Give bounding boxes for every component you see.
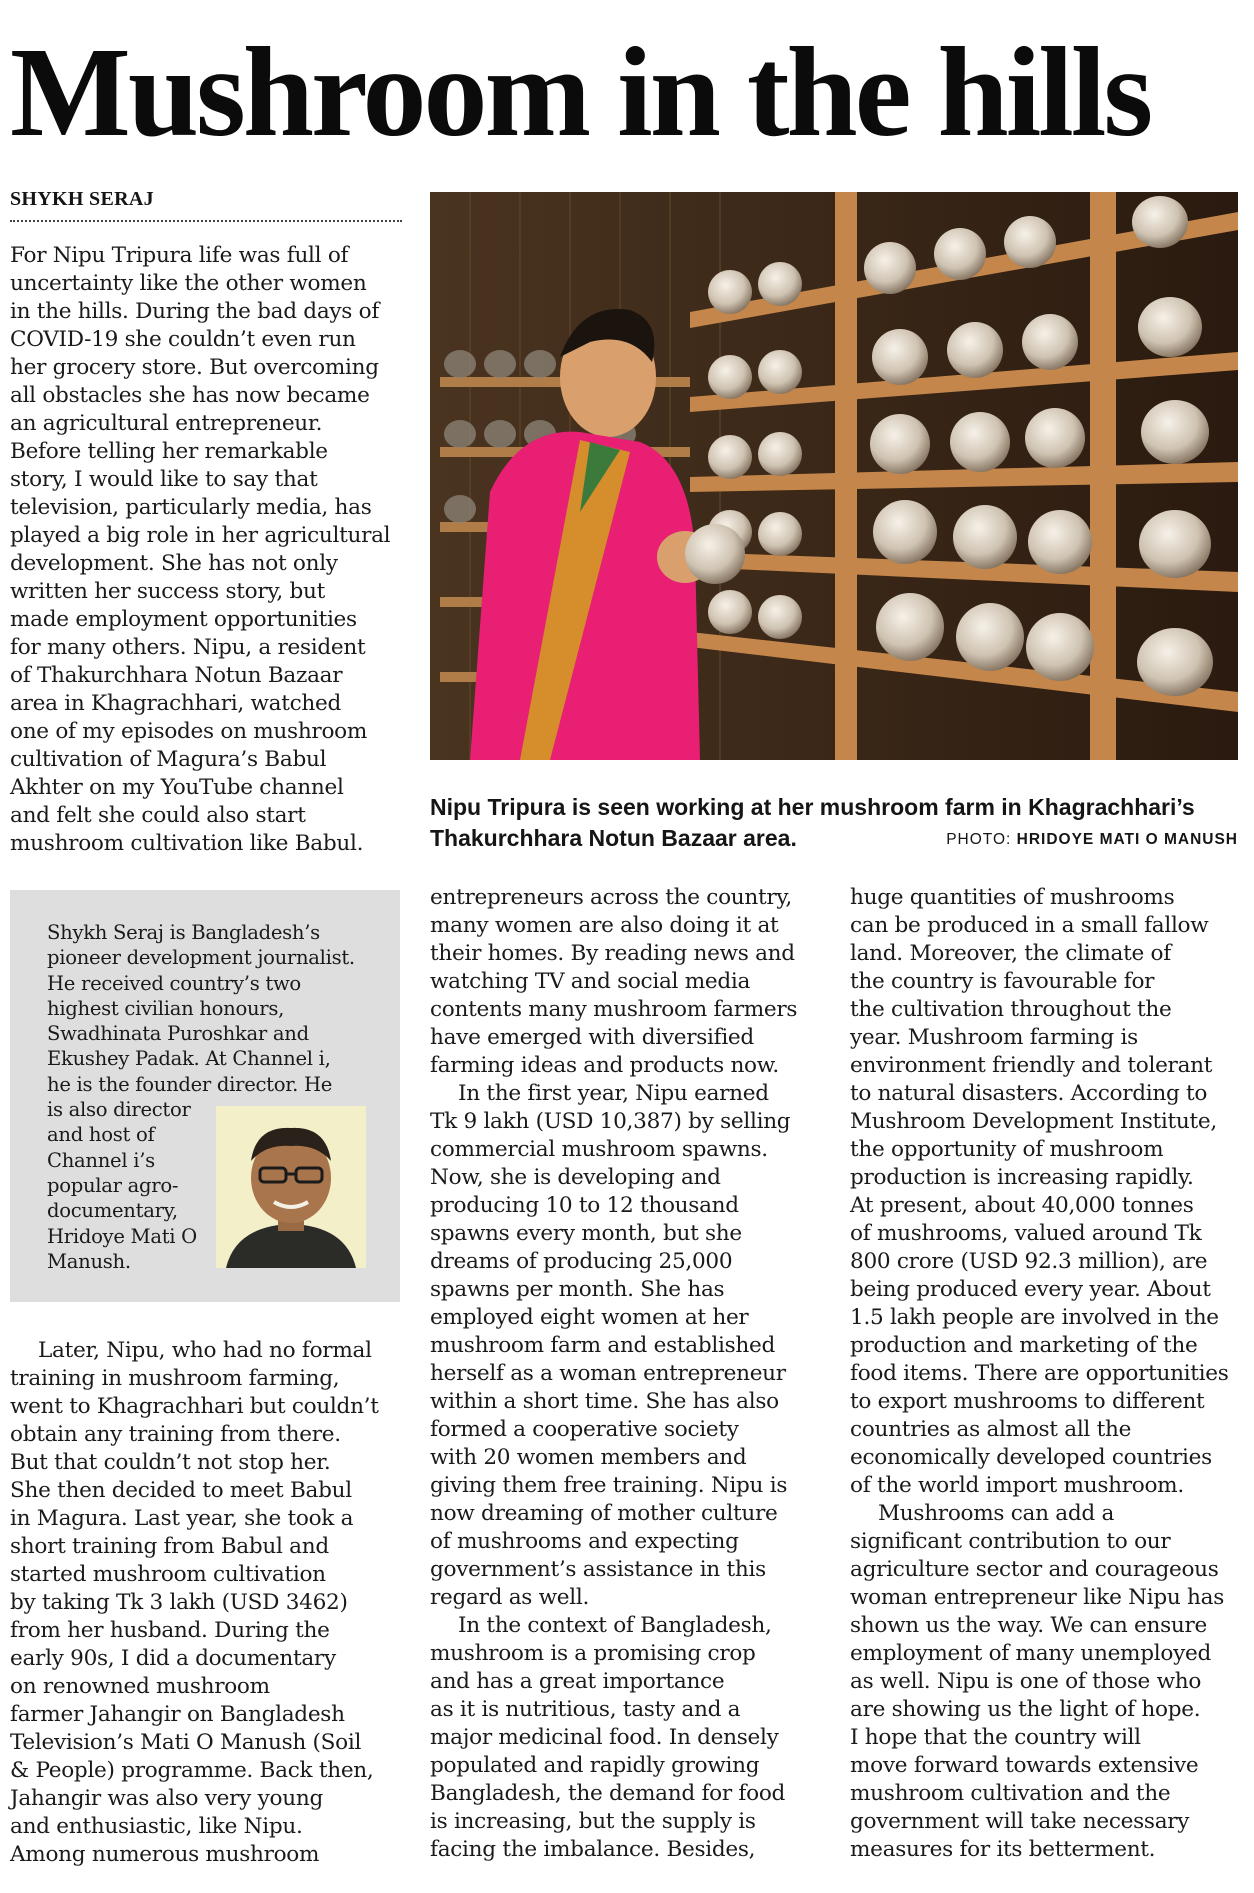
text-line: of Thakurchhara Notun Bazaar: [10, 663, 343, 688]
text-line: spawns per month. She has: [430, 1277, 725, 1302]
text-line: Tk 9 lakh (USD 10,387) by selling: [430, 1109, 791, 1134]
text-line: COVID-19 she couldn’t even run: [10, 327, 356, 352]
text-line: many women are also doing it at: [430, 913, 779, 938]
text-line: made employment opportunities: [10, 607, 357, 632]
text-line: Before telling her remarkable: [10, 439, 328, 464]
text-line: At present, about 40,000 tonnes: [850, 1193, 1194, 1218]
text-line: as well. Nipu is one of those who: [850, 1669, 1202, 1694]
text-line: in the hills. During the bad days of: [10, 299, 380, 324]
text-line: shown us the way. We can ensure: [850, 1613, 1208, 1638]
text-line: went to Khagrachhari but couldn’t: [10, 1394, 379, 1419]
text-line: television, particularly media, has: [10, 495, 372, 520]
text-line: and enthusiastic, like Nipu.: [10, 1814, 303, 1839]
text-line: to natural disasters. According to: [850, 1081, 1208, 1106]
text-line: year. Mushroom farming is: [850, 1025, 1138, 1050]
text-line: highest civilian honours,: [47, 996, 285, 1020]
text-line: and felt she could also start: [10, 803, 306, 828]
text-line: commercial mushroom spawns.: [430, 1137, 768, 1162]
text-line: She then decided to meet Babul: [10, 1478, 352, 1503]
text-line: started mushroom cultivation: [10, 1562, 326, 1587]
text-line: For Nipu Tripura life was full of: [10, 243, 349, 268]
text-line: I hope that the country will: [850, 1725, 1141, 1750]
text-line: & People) programme. Back then,: [10, 1758, 374, 1783]
text-line: an agricultural entrepreneur.: [10, 411, 323, 436]
text-line: measures for its betterment.: [850, 1837, 1156, 1862]
text-line: for many others. Nipu, a resident: [10, 635, 366, 660]
text-line: herself as a woman entrepreneur: [430, 1361, 786, 1386]
text-line: in Magura. Last year, she took a: [10, 1506, 354, 1531]
text-line: Mushroom Development Institute,: [850, 1109, 1217, 1134]
text-line: significant contribution to our: [850, 1529, 1171, 1554]
text-line: popular agro-: [47, 1173, 179, 1197]
text-line: story, I would like to say that: [10, 467, 318, 492]
text-line: now dreaming of mother culture: [430, 1501, 778, 1526]
text-line: land. Moreover, the climate of: [850, 941, 1171, 966]
article-column-1-bottom: [10, 1337, 379, 1869]
text-line: pioneer development journalist.: [47, 946, 355, 970]
text-line: environment friendly and tolerant: [850, 1053, 1213, 1078]
author-portrait-image: [216, 1106, 366, 1268]
text-line: contents many mushroom farmers: [430, 997, 798, 1022]
text-line: played a big role in her agricultural: [10, 523, 391, 548]
text-line: employment of many unemployed: [850, 1641, 1211, 1666]
text-line: documentary,: [47, 1199, 178, 1223]
text-line: facing the imbalance. Besides,: [430, 1837, 756, 1862]
text-line: giving them free training. Nipu is: [430, 1473, 788, 1498]
text-line: agriculture sector and courageous: [850, 1557, 1219, 1582]
photo-credit: [946, 831, 1238, 849]
byline: SHYKH SERAJ: [10, 188, 402, 222]
text-line: of the world import mushroom.: [850, 1473, 1184, 1498]
text-line: training in mushroom farming,: [10, 1366, 340, 1391]
text-line: of mushrooms and expecting: [430, 1529, 739, 1554]
text-line: Hridoye Mati O: [47, 1224, 197, 1248]
text-line: production is increasing rapidly.: [850, 1165, 1194, 1190]
text-line: from her husband. During the: [10, 1618, 330, 1643]
text-line: But that couldn’t not stop her.: [10, 1450, 331, 1475]
text-line: 1.5 lakh people are involved in the: [850, 1305, 1219, 1330]
text-line: mushroom farm and established: [430, 1333, 775, 1358]
text-line: dreams of producing 25,000: [430, 1249, 733, 1274]
author-bio-box: [10, 890, 400, 1302]
text-line: He received country’s two: [47, 971, 301, 995]
text-line: is increasing, but the supply is: [430, 1809, 756, 1834]
caption-line-2: Thakurchhara Notun Bazaar area.: [430, 825, 797, 851]
text-line: Now, she is developing and: [430, 1165, 721, 1190]
text-line: employed eight women at her: [430, 1305, 749, 1330]
author-portrait: [216, 1106, 366, 1268]
text-line: Channel i’s: [47, 1148, 155, 1172]
text-line: Bangladesh, the demand for food: [430, 1781, 786, 1806]
photo-credit-name: HRIDOYE MATI O MANUSH: [1016, 831, 1238, 848]
text-line: formed a cooperative society: [430, 1417, 739, 1442]
text-line: all obstacles she has now became: [10, 383, 370, 408]
text-line: regard as well.: [430, 1585, 590, 1610]
text-line: producing 10 to 12 thousand: [430, 1193, 739, 1218]
photo-credit-label: PHOTO:: [946, 831, 1012, 848]
text-line: mushroom cultivation like Babul.: [10, 831, 364, 856]
text-line: and host of: [47, 1123, 155, 1147]
text-line: Television’s Mati O Manush (Soil: [10, 1730, 362, 1755]
text-line: her grocery store. But overcoming: [10, 355, 379, 380]
text-line: woman entrepreneur like Nipu has: [850, 1585, 1224, 1610]
text-line: government will take necessary: [850, 1809, 1190, 1834]
text-line: the cultivation throughout the: [850, 997, 1172, 1022]
text-line: food items. There are opportunities: [850, 1361, 1229, 1386]
text-line: and has a great importance: [430, 1669, 725, 1694]
text-line: have emerged with diversified: [430, 1025, 754, 1050]
text-line: the country is favourable for: [850, 969, 1155, 994]
text-line: farming ideas and products now.: [430, 1053, 779, 1078]
text-line: In the first year, Nipu earned: [458, 1081, 769, 1106]
text-line: is also director: [47, 1098, 191, 1122]
text-line: In the context of Bangladesh,: [458, 1613, 772, 1638]
farm-photo-image: [430, 192, 1238, 760]
text-line: move forward towards extensive: [850, 1753, 1199, 1778]
text-line: development. She has not only: [10, 551, 338, 576]
text-line: Shykh Seraj is Bangladesh’s: [47, 921, 320, 944]
text-line: entrepreneurs across the country,: [430, 885, 793, 910]
text-line: mushroom cultivation and the: [850, 1781, 1171, 1806]
text-line: of mushrooms, valued around Tk: [850, 1221, 1202, 1246]
text-line: watching TV and social media: [430, 969, 751, 994]
text-line: on renowned mushroom: [10, 1674, 270, 1699]
text-line: mushroom is a promising crop: [430, 1641, 756, 1666]
text-line: uncertainty like the other women: [10, 271, 367, 296]
text-line: major medicinal food. In densely: [430, 1725, 779, 1750]
text-line: by taking Tk 3 lakh (USD 3462): [10, 1590, 348, 1615]
text-line: short training from Babul and: [10, 1534, 329, 1559]
article-column-1-top: [10, 242, 390, 858]
text-line: written her success story, but: [10, 579, 326, 604]
text-line: 800 crore (USD 92.3 million), are: [850, 1249, 1208, 1274]
text-line: farmer Jahangir on Bangladesh: [10, 1702, 345, 1727]
text-line: Swadhinata Puroshkar and: [47, 1022, 309, 1046]
text-line: Akhter on my YouTube channel: [10, 775, 344, 800]
text-line: are showing us the light of hope.: [850, 1697, 1201, 1722]
text-line: can be produced in a small fallow: [850, 913, 1209, 938]
text-line: obtain any training from there.: [10, 1422, 341, 1447]
text-line: the opportunity of mushroom: [850, 1137, 1164, 1162]
text-line: cultivation of Magura’s Babul: [10, 747, 327, 772]
text-line: their homes. By reading news and: [430, 941, 795, 966]
text-line: Manush.: [47, 1249, 131, 1273]
text-line: one of my episodes on mushroom: [10, 719, 368, 744]
text-line: Later, Nipu, who had no formal: [38, 1338, 372, 1363]
text-line: within a short time. She has also: [430, 1389, 779, 1414]
text-line: Ekushey Padak. At Channel i,: [47, 1047, 331, 1071]
text-line: to export mushrooms to different: [850, 1389, 1205, 1414]
text-line: production and marketing of the: [850, 1333, 1198, 1358]
text-line: he is the founder director. He: [47, 1072, 333, 1096]
text-line: being produced every year. About: [850, 1277, 1211, 1302]
text-line: Jahangir was also very young: [10, 1786, 323, 1811]
text-line: countries as almost all the: [850, 1417, 1132, 1442]
text-line: spawns every month, but she: [430, 1221, 742, 1246]
text-line: with 20 women members and: [430, 1445, 747, 1470]
farm-photo: [430, 192, 1238, 760]
text-line: Mushrooms can add a: [878, 1501, 1115, 1526]
headline: Mushroom in the hills: [10, 21, 1151, 163]
text-line: populated and rapidly growing: [430, 1753, 760, 1778]
text-line: economically developed countries: [850, 1445, 1212, 1470]
text-line: Among numerous mushroom: [10, 1842, 320, 1867]
text-line: early 90s, I did a documentary: [10, 1646, 336, 1671]
article-column-3: [850, 884, 1229, 1864]
text-line: area in Khagrachhari, watched: [10, 691, 342, 716]
text-line: huge quantities of mushrooms: [850, 885, 1175, 910]
caption-line-1: Nipu Tripura is seen working at her mushroom farm in Khagrachhari’s: [430, 794, 1195, 820]
article-column-2: [430, 884, 797, 1864]
text-line: government’s assistance in this: [430, 1557, 766, 1582]
text-line: as it is nutritious, tasty and a: [430, 1697, 741, 1722]
